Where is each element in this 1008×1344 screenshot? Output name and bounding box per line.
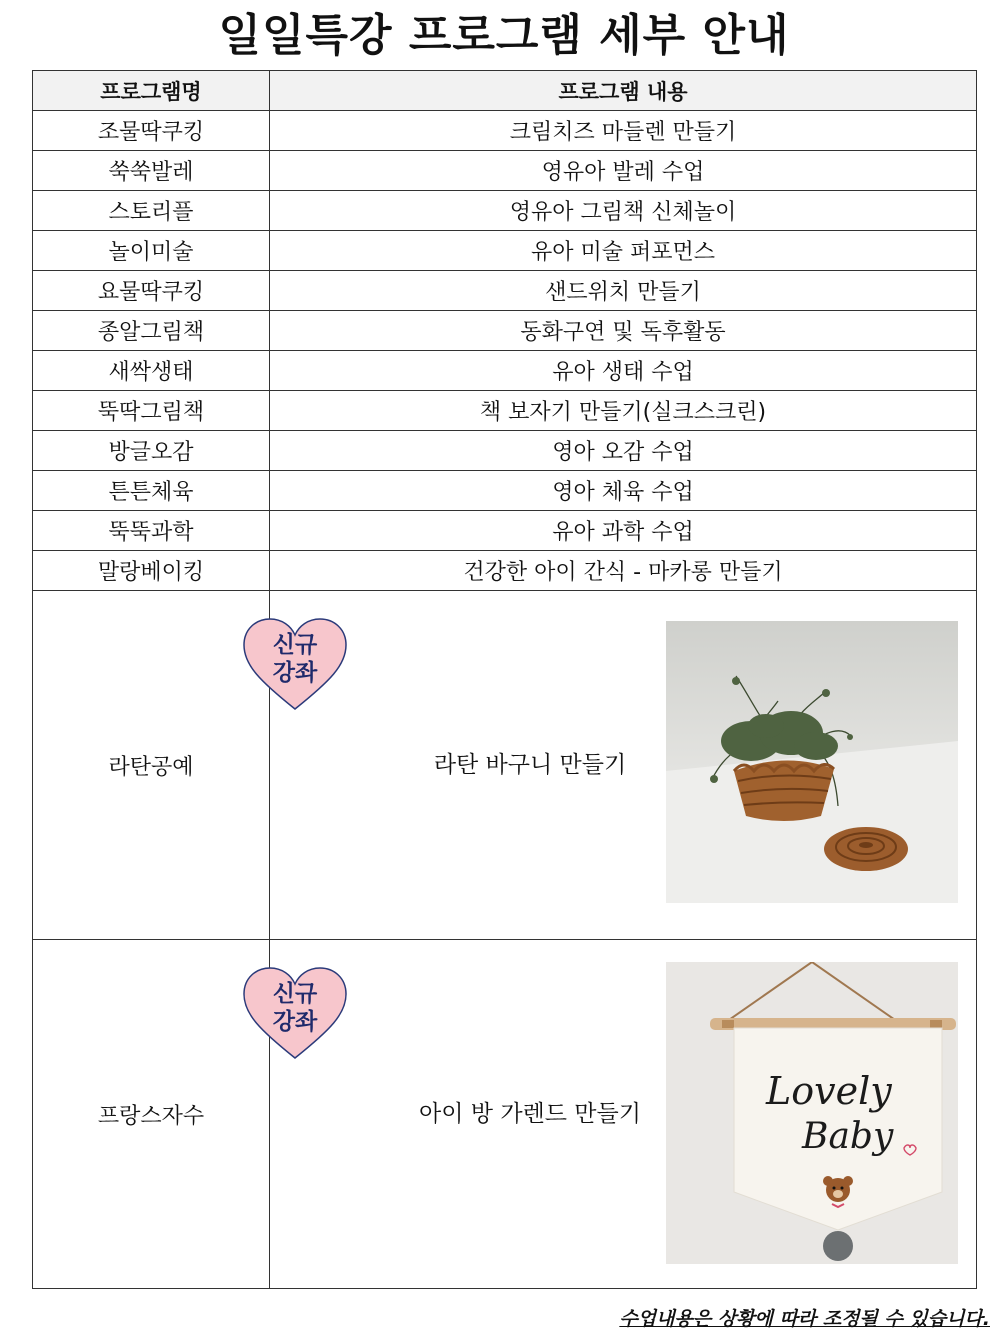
program-name: 말랑베이킹 [33,551,270,591]
rattan-basket-photo [666,621,958,903]
table-row [33,311,977,351]
new-course-badge: 신규 강좌 [272,981,318,1035]
table-row [33,191,977,231]
table-row [33,511,977,551]
program-name: 조물딱쿠킹 [33,111,270,151]
program-content: 유아 과학 수업 [270,511,977,551]
page-title: 일일특강 프로그램 세부 안내 [218,10,790,61]
program-content: 영유아 발레 수업 [270,151,977,191]
table-row [33,471,977,511]
table-row [33,431,977,471]
program-name: 프랑스자수 [33,940,270,1289]
program-name: 뚝딱그림책 [33,391,270,431]
program-content: 책 보자기 만들기(실크스크린) [270,391,977,431]
table-row [33,111,977,151]
table-row [33,391,977,431]
program-name: 뚝뚝과학 [33,511,270,551]
program-name: 라탄공예 [33,591,270,940]
program-name: 스토리플 [33,191,270,231]
program-content: 아이 방 가렌드 만들기 [419,1101,641,1127]
program-name: 놀이미술 [33,231,270,271]
header-program-content: 프로그램 내용 [270,71,977,111]
program-content: 영아 체육 수업 [270,471,977,511]
table-row [33,151,977,191]
program-content: 영유아 그림책 신체놀이 [270,191,977,231]
program-detail [270,591,977,940]
program-table [32,70,977,1289]
table-row [33,351,977,391]
program-content: 동화구연 및 독후활동 [270,311,977,351]
table-row [33,551,977,591]
program-name: 방글오감 [33,431,270,471]
table-row [33,231,977,271]
program-content: 영아 오감 수업 [270,431,977,471]
program-name: 요물딱쿠킹 [33,271,270,311]
program-content: 라탄 바구니 만들기 [433,752,627,778]
banner-text-lovely: Lovely [766,1069,892,1113]
table-row [33,271,977,311]
featured-row-rattan [33,591,977,940]
table-header-row [33,71,977,111]
banner-text-baby: Baby [802,1116,894,1157]
new-course-badge: 신규 강좌 [272,632,318,686]
program-detail [270,940,977,1289]
footnote: 수업내용은 상황에 따라 조정될 수 있습니다. [619,1308,990,1330]
embroidered-banner-photo [666,962,958,1264]
header-program-name: 프로그램명 [33,71,270,111]
program-name: 새싹생태 [33,351,270,391]
program-content: 건강한 아이 간식 - 마카롱 만들기 [270,551,977,591]
program-name: 종알그림책 [33,311,270,351]
program-content: 유아 미술 퍼포먼스 [270,231,977,271]
program-name: 튼튼체육 [33,471,270,511]
program-content: 샌드위치 만들기 [270,271,977,311]
program-name: 쑥쑥발레 [33,151,270,191]
program-content: 유아 생태 수업 [270,351,977,391]
program-content: 크림치즈 마들렌 만들기 [270,111,977,151]
featured-row-embroidery [33,940,977,1289]
